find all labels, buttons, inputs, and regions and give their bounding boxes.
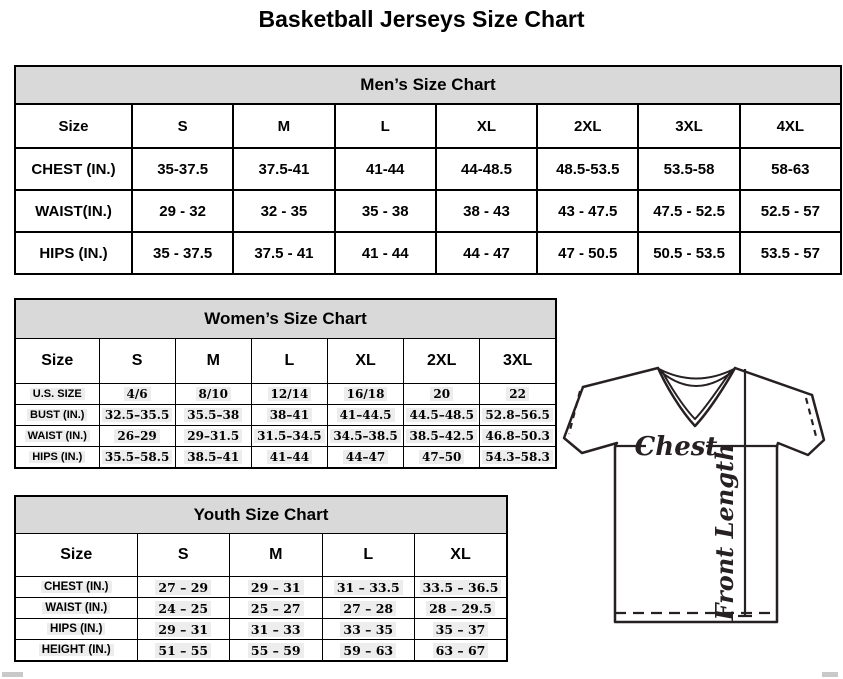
cell-value: 22 [480,384,556,405]
size-header-row [15,104,841,148]
mens-size-chart-table [14,65,842,275]
jersey-measurement-diagram [560,364,828,626]
column-header: XL [415,534,508,577]
column-header: L [251,339,327,384]
column-header: 4XL [740,104,841,148]
table-title: Youth Size Chart [15,496,507,534]
cell-value: 38.5–41 [175,447,251,469]
cell-value: 55 – 59 [230,640,323,662]
cell-value: 31 – 33.5 [322,577,415,598]
column-header: S [132,104,233,148]
cell-value: 63 – 67 [415,640,508,662]
row-label: CHEST (IN.) [15,577,137,598]
cell-value: 44 - 47 [436,232,537,274]
row-label: CHEST (IN.) [15,148,132,190]
cell-value: 38 - 43 [436,190,537,232]
cell-value: 53.5 - 57 [740,232,841,274]
cell-value: 48.5-53.5 [537,148,638,190]
cell-value: 24 – 25 [137,598,230,619]
cell-value: 33.5 – 36.5 [415,577,508,598]
cell-value: 35 - 38 [335,190,436,232]
cell-value: 47–50 [404,447,480,469]
measurement-row [15,447,556,469]
womens-size-chart-table [14,298,557,469]
jersey-outline-icon [560,364,828,626]
cell-value: 53.5-58 [638,148,739,190]
size-label: Size [15,104,132,148]
cell-value: 20 [404,384,480,405]
cell-value: 33 – 35 [322,619,415,640]
table-title-row [15,66,841,104]
column-header: S [137,534,230,577]
cell-value: 29 – 31 [137,619,230,640]
cell-value: 43 - 47.5 [537,190,638,232]
column-header: M [175,339,251,384]
cell-value: 29 – 31 [230,577,323,598]
row-label: WAIST (IN.) [15,598,137,619]
measurement-row [15,619,507,640]
measurement-row [15,426,556,447]
row-label: HIPS (IN.) [15,447,99,469]
cell-value: 41 - 44 [335,232,436,274]
row-label: HEIGHT (IN.) [15,640,137,662]
row-label: WAIST(IN.) [15,190,132,232]
size-header-row [15,339,556,384]
column-header: M [233,104,334,148]
table-title: Men’s Size Chart [15,66,841,104]
table-title: Women’s Size Chart [15,299,556,339]
column-header: S [99,339,175,384]
cell-value: 35-37.5 [132,148,233,190]
measurement-row [15,148,841,190]
size-header-row [15,534,507,577]
scrollbar-fragment-left [2,672,23,677]
row-label: HIPS (IN.) [15,619,137,640]
cell-value: 32 - 35 [233,190,334,232]
cell-value: 25 – 27 [230,598,323,619]
table-title-row [15,299,556,339]
cell-value: 37.5 - 41 [233,232,334,274]
cell-value: 16/18 [327,384,403,405]
cell-value: 38.5–42.5 [404,426,480,447]
size-label: Size [15,339,99,384]
cell-value: 12/14 [251,384,327,405]
table-title-row [15,496,507,534]
cell-value: 41-44 [335,148,436,190]
row-label: WAIST (IN.) [15,426,99,447]
chest-label: Chest [634,432,718,462]
measurement-row [15,577,507,598]
cell-value: 27 – 28 [322,598,415,619]
cell-value: 32.5–35.5 [99,405,175,426]
measurement-row [15,598,507,619]
cell-value: 31 – 33 [230,619,323,640]
column-header: 3XL [638,104,739,148]
row-label: BUST (IN.) [15,405,99,426]
measurement-row [15,405,556,426]
cell-value: 52.5 - 57 [740,190,841,232]
cell-value: 35.5–38 [175,405,251,426]
cell-value: 41–44.5 [327,405,403,426]
cell-value: 44.5–48.5 [404,405,480,426]
row-label: U.S. SIZE [15,384,99,405]
cell-value: 50.5 - 53.5 [638,232,739,274]
cell-value: 29 - 32 [132,190,233,232]
cell-value: 41–44 [251,447,327,469]
cell-value: 29–31.5 [175,426,251,447]
front-length-label: Front Length [710,443,739,621]
measurement-row [15,384,556,405]
scrollbar-fragment-right [822,672,838,677]
cell-value: 51 – 55 [137,640,230,662]
cell-value: 26–29 [99,426,175,447]
column-header: L [335,104,436,148]
cell-value: 38–41 [251,405,327,426]
cell-value: 44–47 [327,447,403,469]
cell-value: 58-63 [740,148,841,190]
column-header: XL [327,339,403,384]
cell-value: 52.8–56.5 [480,405,556,426]
row-label: HIPS (IN.) [15,232,132,274]
column-header: 2XL [404,339,480,384]
cell-value: 35 - 37.5 [132,232,233,274]
cell-value: 4/6 [99,384,175,405]
youth-size-chart-table [14,495,508,662]
column-header: L [322,534,415,577]
cell-value: 34.5–38.5 [327,426,403,447]
column-header: XL [436,104,537,148]
column-header: M [230,534,323,577]
cell-value: 44-48.5 [436,148,537,190]
cell-value: 59 – 63 [322,640,415,662]
size-label: Size [15,534,137,577]
column-header: 3XL [480,339,556,384]
cell-value: 28 – 29.5 [415,598,508,619]
cell-value: 8/10 [175,384,251,405]
measurement-row [15,640,507,662]
cell-value: 27 – 29 [137,577,230,598]
cell-value: 31.5–34.5 [251,426,327,447]
measurement-row [15,190,841,232]
cell-value: 37.5-41 [233,148,334,190]
cell-value: 47 - 50.5 [537,232,638,274]
cell-value: 35 – 37 [415,619,508,640]
cell-value: 54.3–58.3 [480,447,556,469]
measurement-row [15,232,841,274]
cell-value: 35.5–58.5 [99,447,175,469]
column-header: 2XL [537,104,638,148]
cell-value: 46.8–50.3 [480,426,556,447]
cell-value: 47.5 - 52.5 [638,190,739,232]
page-title: Basketball Jerseys Size Chart [258,6,585,32]
